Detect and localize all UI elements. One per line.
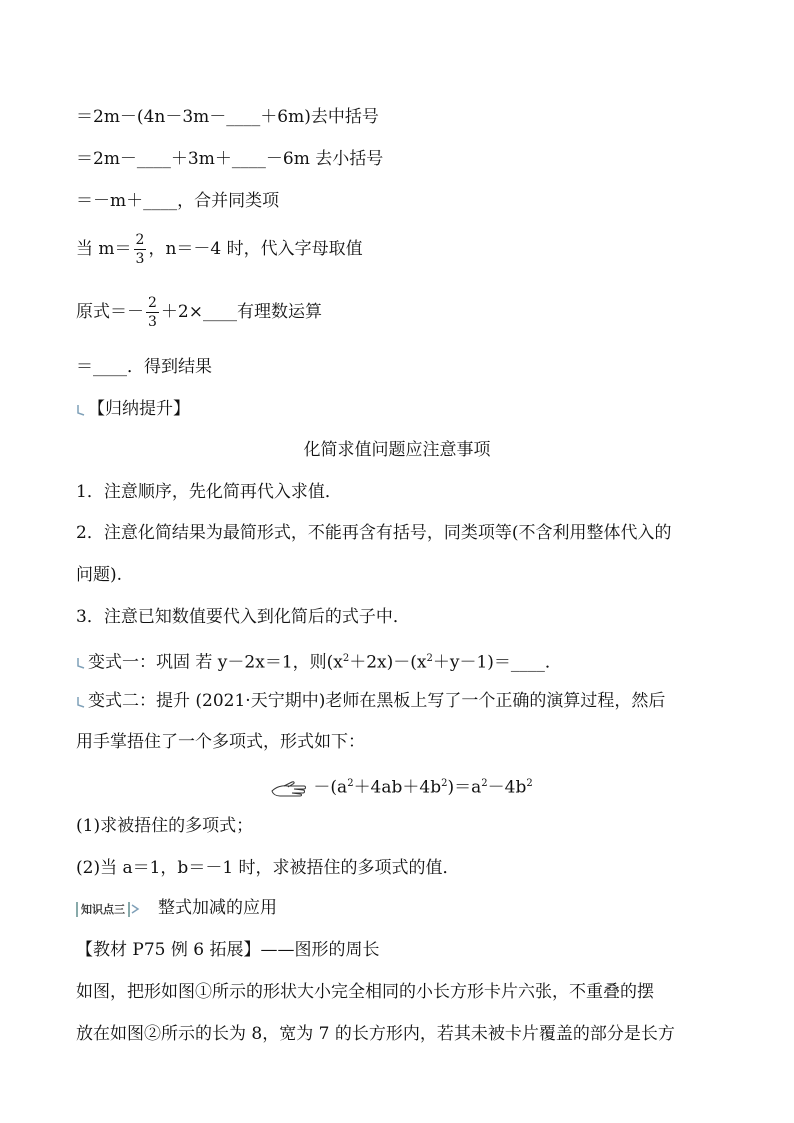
summary-header-text: 【归纳提升】: [88, 399, 190, 419]
equation-part: )＝a: [447, 777, 482, 798]
variant-2-continued: 用手掌捂住了一个多项式，形式如下：: [76, 732, 365, 752]
question-2: (2)当 a＝1，b＝－1 时，求被捂住的多项式的值．: [76, 858, 460, 878]
step-line-2: ＝2m－____＋3m＋____－6m 去小括号: [76, 149, 384, 169]
section-3-title: 整式加减的应用: [158, 898, 277, 918]
exponent: 2: [426, 653, 433, 664]
arrow-right-icon: [130, 903, 140, 915]
summary-title: 化简求值问题应注意事项: [303, 440, 491, 460]
fraction-denominator: 3: [135, 251, 145, 267]
step-4-prefix: 当 m＝: [76, 239, 132, 259]
exponent: 2: [347, 778, 354, 789]
summary-item-3: 3．注意已知数值要代入到化简后的式子中．: [76, 607, 410, 627]
fraction: [134, 231, 147, 268]
pen-icon: [76, 404, 86, 416]
knowledge-point-badge: 知识点三: [76, 902, 130, 917]
paragraph-line-2: 放在如图②所示的长为 8，宽为 7 的长方形内，若其未被卡片覆盖的部分是长方: [76, 1024, 675, 1044]
exponent: 2: [441, 778, 448, 789]
summary-item-2: 2．注意化简结果为最简形式，不能再含有括号，同类项等(不含利用整体代入的: [76, 523, 672, 543]
hand-icon: [270, 779, 308, 797]
section-3-header: [76, 897, 277, 919]
variant-1-text: ＋2x)－(x: [349, 652, 427, 673]
step-5-prefix: 原式＝－: [76, 302, 144, 322]
variant-2-label: 变式二：提升: [88, 691, 190, 711]
variant-1-text: ＋y－1)＝____．: [432, 652, 562, 673]
pen-icon: [76, 696, 86, 708]
variant-1-label: 变式一：巩固: [88, 652, 190, 673]
exponent: 2: [526, 778, 533, 789]
step-5-suffix: ＋2×____有理数运算: [160, 302, 322, 322]
paragraph-line-1: 如图，把形如图①所示的形状大小完全相同的小长方形卡片六张，不重叠的摆: [76, 982, 654, 1002]
step-line-5: [76, 294, 322, 331]
fraction: [146, 294, 159, 331]
summary-item-2-continued: 问题).: [76, 565, 123, 585]
variant-2: [76, 690, 665, 712]
variant-2-text: (2021·天宁期中)老师在黑板上写了一个正确的演算过程，然后: [190, 691, 666, 711]
fraction-numerator: 2: [148, 295, 157, 311]
summary-header: [76, 398, 190, 420]
variant-1-text: 若 y－2x＝1，则(x: [190, 652, 343, 673]
step-4-suffix: ，n＝－4 时，代入字母取值: [148, 239, 363, 259]
pen-icon: [76, 657, 86, 669]
exponent: 2: [481, 778, 488, 789]
step-line-6: ＝____．得到结果: [76, 357, 212, 377]
question-1: (1)求被捂住的多项式；: [76, 816, 254, 836]
variant-1: [76, 648, 562, 674]
step-line-3: ＝－m＋____，合并同类项: [76, 191, 280, 211]
exponent: 2: [342, 653, 350, 664]
hidden-polynomial-equation: [270, 773, 533, 799]
textbook-reference: 【教材 P75 例 6 拓展】——图形的周长: [76, 940, 380, 960]
equation-part: ＋4ab＋4b: [353, 777, 442, 798]
equation-part: －(a: [313, 777, 348, 798]
summary-item-1: 1．注意顺序，先化简再代入求值．: [76, 482, 342, 502]
step-line-1: ＝2m－(4n－3m－____＋6m)去中括号: [76, 107, 379, 127]
equation-part: －4b: [487, 777, 527, 798]
step-line-4: [76, 231, 363, 268]
fraction-numerator: 2: [135, 232, 145, 248]
fraction-denominator: 3: [148, 314, 157, 330]
